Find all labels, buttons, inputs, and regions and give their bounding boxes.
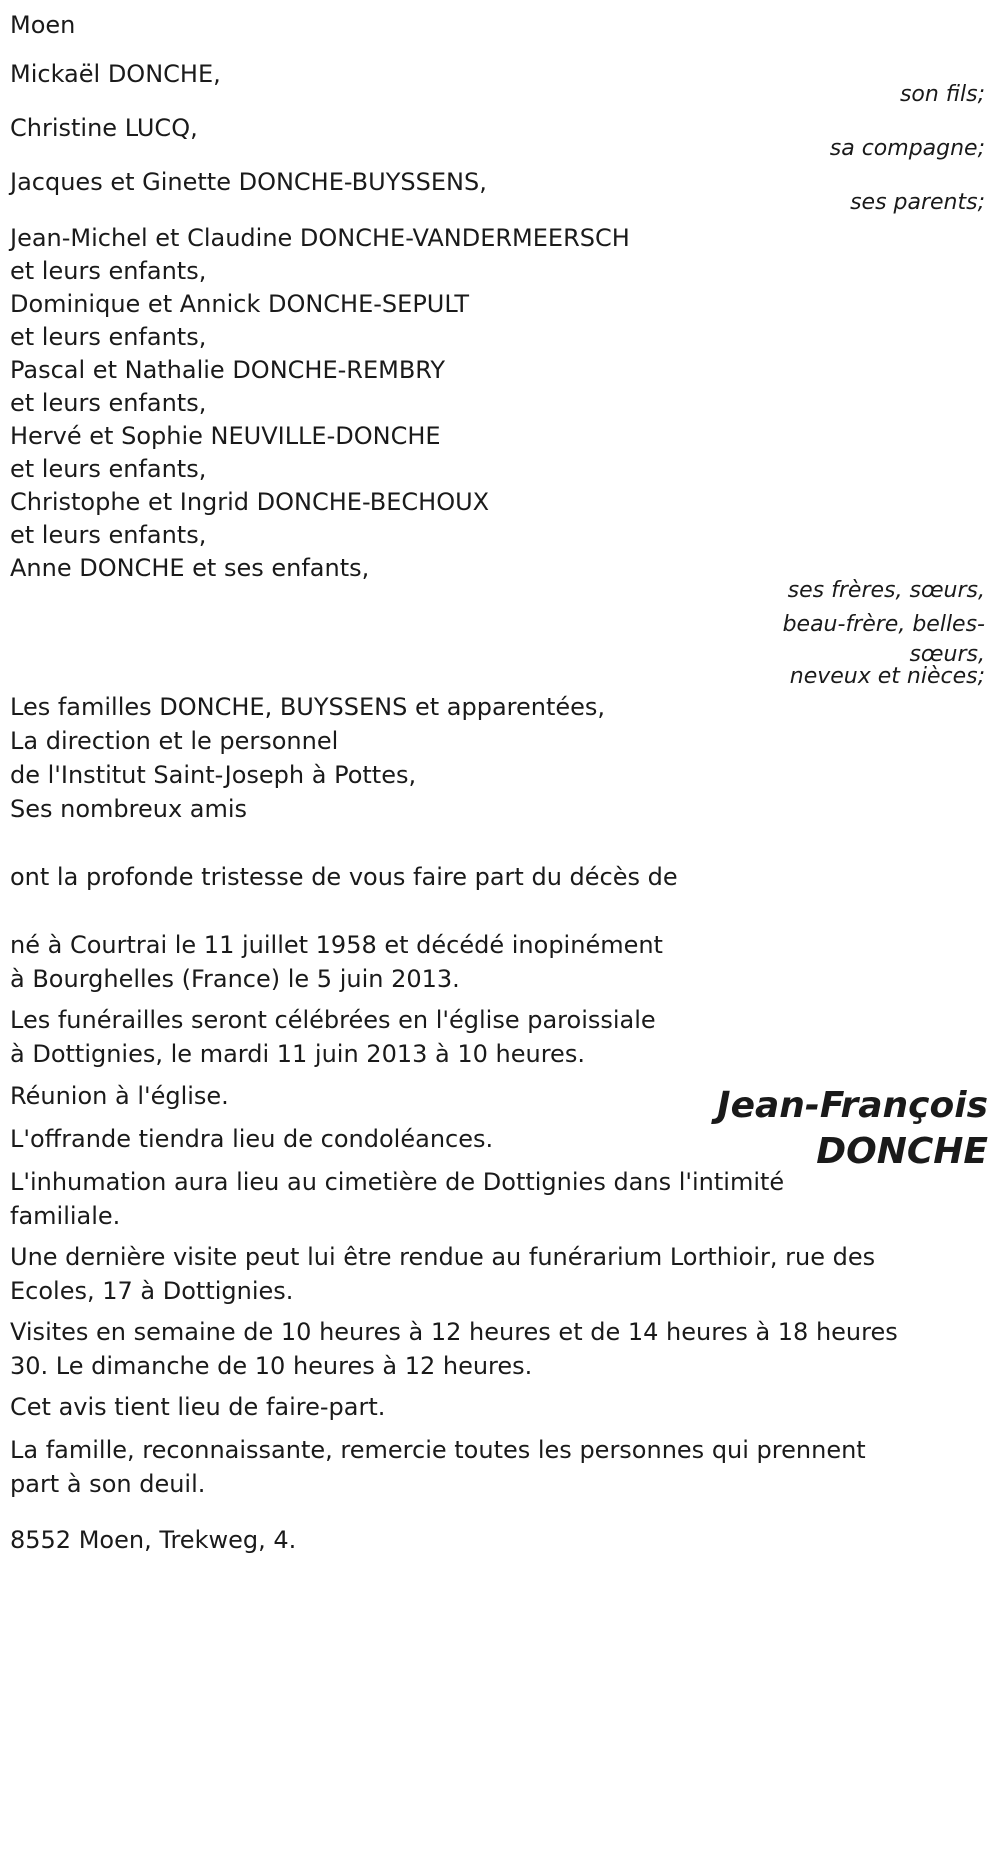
deceased-first-name: Jean-François — [717, 1085, 988, 1126]
sibling-line: Anne DONCHE et ses enfants, — [10, 554, 370, 582]
paragraph-line: Visites en semaine de 10 heures à 12 heures et de 14 heures à 18 heures — [10, 1318, 898, 1346]
sibling-line: et leurs enfants, — [10, 521, 207, 549]
family-relation-partner: sa compagne; — [829, 136, 985, 161]
paragraph-line: Réunion à l'église. — [10, 1082, 229, 1110]
others-line: Les familles DONCHE, BUYSSENS et apparentées, — [10, 693, 606, 721]
paragraph-line: Une dernière visite peut lui être rendue au funérarium Lorthioir, rue des — [10, 1243, 876, 1271]
sibling-line: Dominique et Annick DONCHE-SEPULT — [10, 290, 470, 318]
funeral-line: à Dottignies, le mardi 11 juin 2013 à 10 heures. — [10, 1040, 585, 1068]
siblings-relation-line: ses frères, sœurs, — [787, 578, 985, 603]
family-name-parents: Jacques et Ginette DONCHE-BUYSSENS, — [10, 168, 487, 196]
funeral-line: Les funérailles seront célébrées en l'église paroissiale — [10, 1006, 656, 1034]
sibling-line: Jean-Michel et Claudine DONCHE-VANDERMEERSCH — [10, 224, 630, 252]
sibling-line: et leurs enfants, — [10, 257, 207, 285]
birth-death-line: à Bourghelles (France) le 5 juin 2013. — [10, 965, 460, 993]
siblings-relation-line: beau-frère, belles- — [782, 612, 985, 637]
announcement: ont la profonde tristesse de vous faire part du décès de — [10, 863, 678, 891]
paragraph-line: familiale. — [10, 1202, 121, 1230]
family-name-partner: Christine LUCQ, — [10, 114, 198, 142]
others-line: de l'Institut Saint-Joseph à Pottes, — [10, 761, 417, 789]
address: 8552 Moen, Trekweg, 4. — [10, 1526, 297, 1554]
sibling-line: Christophe et Ingrid DONCHE-BECHOUX — [10, 488, 490, 516]
paragraph-line: Cet avis tient lieu de faire-part. — [10, 1393, 386, 1421]
place-heading: Moen — [10, 11, 76, 39]
deceased-last-name: DONCHE — [816, 1131, 988, 1172]
family-name-son: Mickaël DONCHE, — [10, 60, 221, 88]
paragraph-line: L'offrande tiendra lieu de condoléances. — [10, 1125, 494, 1153]
sibling-line: Pascal et Nathalie DONCHE-REMBRY — [10, 356, 446, 384]
paragraph-line: 30. Le dimanche de 10 heures à 12 heures. — [10, 1352, 533, 1380]
paragraph-line: La famille, reconnaissante, remercie toutes les personnes qui prennent — [10, 1436, 866, 1464]
paragraph-line: L'inhumation aura lieu au cimetière de Dottignies dans l'intimité — [10, 1168, 785, 1196]
paragraph-line: part à son deuil. — [10, 1470, 206, 1498]
siblings-relation-line: neveux et nièces; — [789, 664, 985, 689]
paragraph-line: Ecoles, 17 à Dottignies. — [10, 1277, 294, 1305]
sibling-line: et leurs enfants, — [10, 323, 207, 351]
birth-death-line: né à Courtrai le 11 juillet 1958 et décédé inopinément — [10, 931, 663, 959]
siblings-relation-line: sœurs, — [909, 642, 985, 667]
family-relation-parents: ses parents; — [850, 190, 985, 215]
sibling-line: Hervé et Sophie NEUVILLE-DONCHE — [10, 422, 441, 450]
others-line: Ses nombreux amis — [10, 795, 248, 823]
others-line: La direction et le personnel — [10, 727, 339, 755]
family-relation-son: son fils; — [899, 82, 985, 107]
sibling-line: et leurs enfants, — [10, 455, 207, 483]
sibling-line: et leurs enfants, — [10, 389, 207, 417]
